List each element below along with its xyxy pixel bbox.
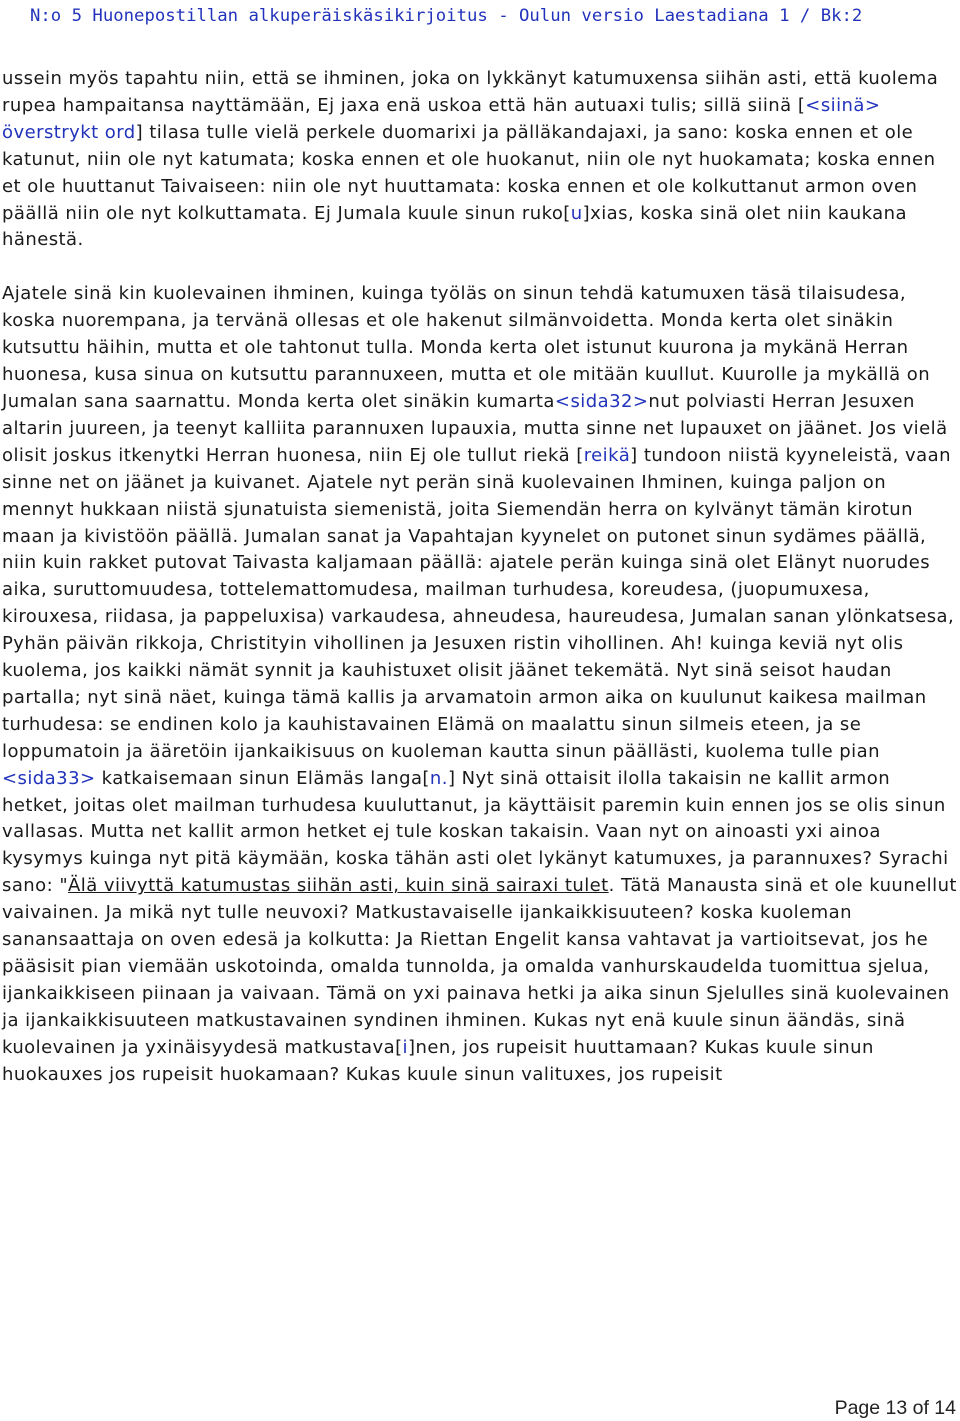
page-marker: <sida32> xyxy=(554,390,649,412)
document-body xyxy=(2,66,958,1089)
editorial-insertion: n. xyxy=(429,767,448,789)
text-run: ]nen, jos rupeisit huuttamaan? Kukas kuule sinun huokauxes jos rupeisit huokamaan? Kukas kuule sinun valituxes, jos rupeisit xyxy=(2,1036,874,1085)
text-run: ] tilasa tulle vielä perkele duomarixi ja pälläkandajaxi, ja sano: koska ennen et ole katunut, niin ole nyt katumata; koska ennen et ole huokanut, niin ole nyt huokamata; koska ennen et ole huuttanut Taivaiseen: niin ole nyt huuttamata: koska ennen et ole kolkuttanut armon oven päällä niin ole nyt kolkuttamata. Ej Jumala kuule sinun ruko[ xyxy=(2,121,936,224)
page-number: Page 13 of 14 xyxy=(834,1397,956,1419)
editorial-insertion: i xyxy=(402,1036,408,1058)
text-run: ] tundoon niistä kyyneleistä, vaan sinne net on jäänet ja kuivanet. Ajatele nyt perän sinä kuolevainen Ihminen, kuinga paljon on mennyt hukkaan niistä sjunatuista siemenistä, joita Siemendän herra on kylvänyt tämän kirotun maan ja kivistöön päällä. Jumalan sanat ja Vapahtajan kyynelet on putonet sinun sydämes päällä, niin kuin rakket putovat Taivasta kaljamaan päällä: ajatele perän kuinga sinä olet Elänyt nuorudes aika, suruttomuudesa, tottelemattomudesa, mailman turhudesa, koreudesa, (juopumuxesa, kirouxesa, riidasa, ja pappeluxisa) varkaudesa, ahneudesa, haureudesa, Jumalan sanan ylönkatsesa, Pyhän päivän rikkoja, Christityin vihollinen ja Jesuxen ristin vihollinen. Ah! kuinga keviä nyt olis kuolema, jos kaikki nämät synnit ja kauhistuxet olisit jäänet tekemätä. Nyt sinä seisot haudan partalla; nyt sinä näet, kuinga tämä kallis ja arvamatoin armon aika on kuulunut kaikesa mailman turhudesa: se endinen kolo ja kauhistavainen Elämä on maalattu sinun silmeis eteen, ja se loppumatoin ja ääretöin ijankaikisuus on kuoleman kautta sinun päällästi, kuolema tulle pian xyxy=(2,444,955,762)
editorial-correction: reikä xyxy=(583,444,631,466)
text-run: ]xias, koska sinä olet niin kaukana hänestä. xyxy=(2,202,908,251)
text-run: ussein myös tapahtu niin, että se ihminen, joka on lykkänyt katumuxensa siihän asti, että kuolema rupea hampaitansa nayttämään, Ej jaxa enä uskoa että hän autuaxi tulis; sillä siinä [ xyxy=(2,68,939,116)
header-title: N:o 5 Huonepostillan alkuperäiskäsikirjoitus - Oulun versio Laestadiana 1 / Bk:2 xyxy=(30,6,863,26)
paragraph xyxy=(2,66,958,254)
text-run: . Tätä Manausta sinä et ole kuunellut vaivainen. Ja mikä nyt tulle neuvoxi? Matkustavaiselle ijankaikkisuuteen? koska kuoleman sanansaattaja on oven edesä ja kolkutta: Ja Riettan Engelit kansa vahtavat ja vartioitsevat, jos he pääsisit pian viemään uskotoinda, omalda tunnolda, ja omalda vanhurskaudelda tuomittua sjelua, ijankaikkiseen piinaan ja vaivaan. Tämä on yxi painava hetki ja aika sinun Sjelulles sinä kuolevainen ja ijankaikkisuuteen matkustavainen syndinen ihminen. Kukas nyt enä kuule sinun äändäs, sinä kuolevainen ja yxinäisyydesä matkustava[ xyxy=(2,875,957,1058)
document-header xyxy=(30,4,950,28)
text-run: Ajatele sinä kin kuolevainen ihminen, kuinga työläs on sinun tehdä katumuxen täsä tilaisudesa, koska nuorempana, ja tervänä ollesas et ole hakenut silmänvoidetta. Monda kerta olet sinäkin kutsuttu häihin, mutta et ole tahtonut tulla. Monda kerta olet istunut kuurona ja mykänä Herran huonesa, kusa sinua on kutsuttu parannuxeen, mutta et ole mitään kuullut. Kuurolle ja mykällä on Jumalan sana saarnattu. Monda kerta olet sinäkin kumarta xyxy=(2,283,931,412)
page-marker: <sida33> xyxy=(2,767,96,789)
editorial-note: <siinä> överstrykt ord xyxy=(2,94,881,143)
editorial-insertion: u xyxy=(570,202,583,224)
underlined-quote: Älä viivyttä katumustas siihän asti, kuin sinä sairaxi tulet xyxy=(68,875,609,897)
text-run: ] Nyt sinä ottaisit ilolla takaisin ne kallit armon hetket, joitas olet mailman turhudesa kuuluttanut, ja käyttäisit paremin kuin ennen jos se olis sinun vallasas. Mutta net kallit armon hetket ej tule koskan takaisin. Vaan nyt on ainoasti yxi ainoa kysymys kuinga nyt pitä käymään, koska tähän asti olet lykänyt katumuxes, ja parannuxes? Syrachi sano: " xyxy=(2,767,949,897)
paragraph xyxy=(2,281,958,1088)
text-run: katkaisemaan sinun Elämäs langa[ xyxy=(95,767,430,789)
text-run: nut polviasti Herran Jesuxen altarin juureen, ja teenyt kalliita parannuxen lupauxia, mutta sinne net lupauxet on jäänet. Jos vielä olisit joskus itkenytki Herran huonesa, niin Ej ole tullut riekä [ xyxy=(2,390,948,466)
